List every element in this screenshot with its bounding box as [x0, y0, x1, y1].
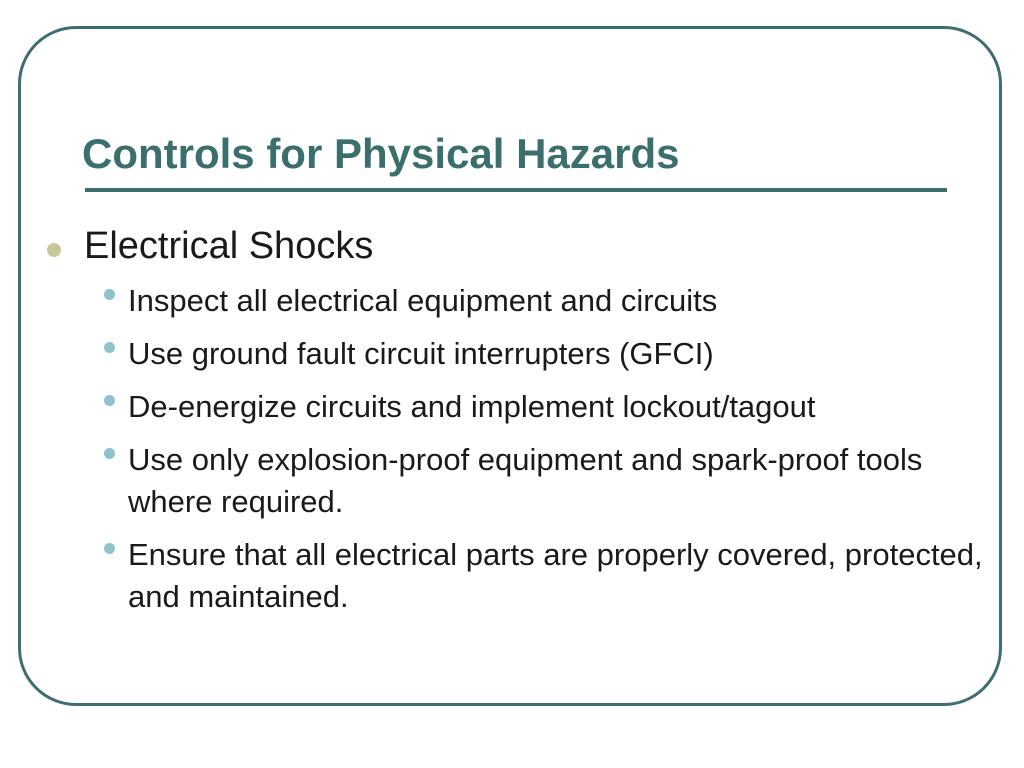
sub-bullet-text: Use only explosion-proof equipment and spark-proof tools where required.	[128, 442, 923, 519]
sub-bullet-dot-icon	[104, 448, 115, 459]
sub-bullet-dot-icon	[104, 543, 115, 554]
slide-title: Controls for Physical Hazards	[82, 130, 680, 177]
sub-bullet-list	[44, 280, 1004, 618]
sub-bullet-text: Ensure that all electrical parts are properly covered, protected, and maintained.	[128, 537, 983, 614]
sub-bullet-item	[44, 386, 1004, 428]
sub-bullet-text: Use ground fault circuit interrupters (GFCI)	[128, 336, 714, 371]
sub-bullet-dot-icon	[104, 289, 115, 300]
sub-bullet-text: Inspect all electrical equipment and circuits	[128, 283, 718, 318]
slide-content	[44, 222, 1004, 629]
bullet-dot-icon	[47, 243, 61, 257]
sub-bullet-item	[44, 333, 1004, 375]
sub-bullet-dot-icon	[104, 342, 115, 353]
sub-bullet-dot-icon	[104, 395, 115, 406]
bullet-text: Electrical Shocks	[84, 225, 374, 267]
title-underline	[85, 188, 947, 192]
bullet-item-level1	[44, 222, 1004, 270]
sub-bullet-item	[44, 534, 1004, 618]
sub-bullet-item	[44, 439, 1004, 523]
sub-bullet-item	[44, 280, 1004, 322]
sub-bullet-text: De-energize circuits and implement lockout/tagout	[128, 389, 816, 424]
